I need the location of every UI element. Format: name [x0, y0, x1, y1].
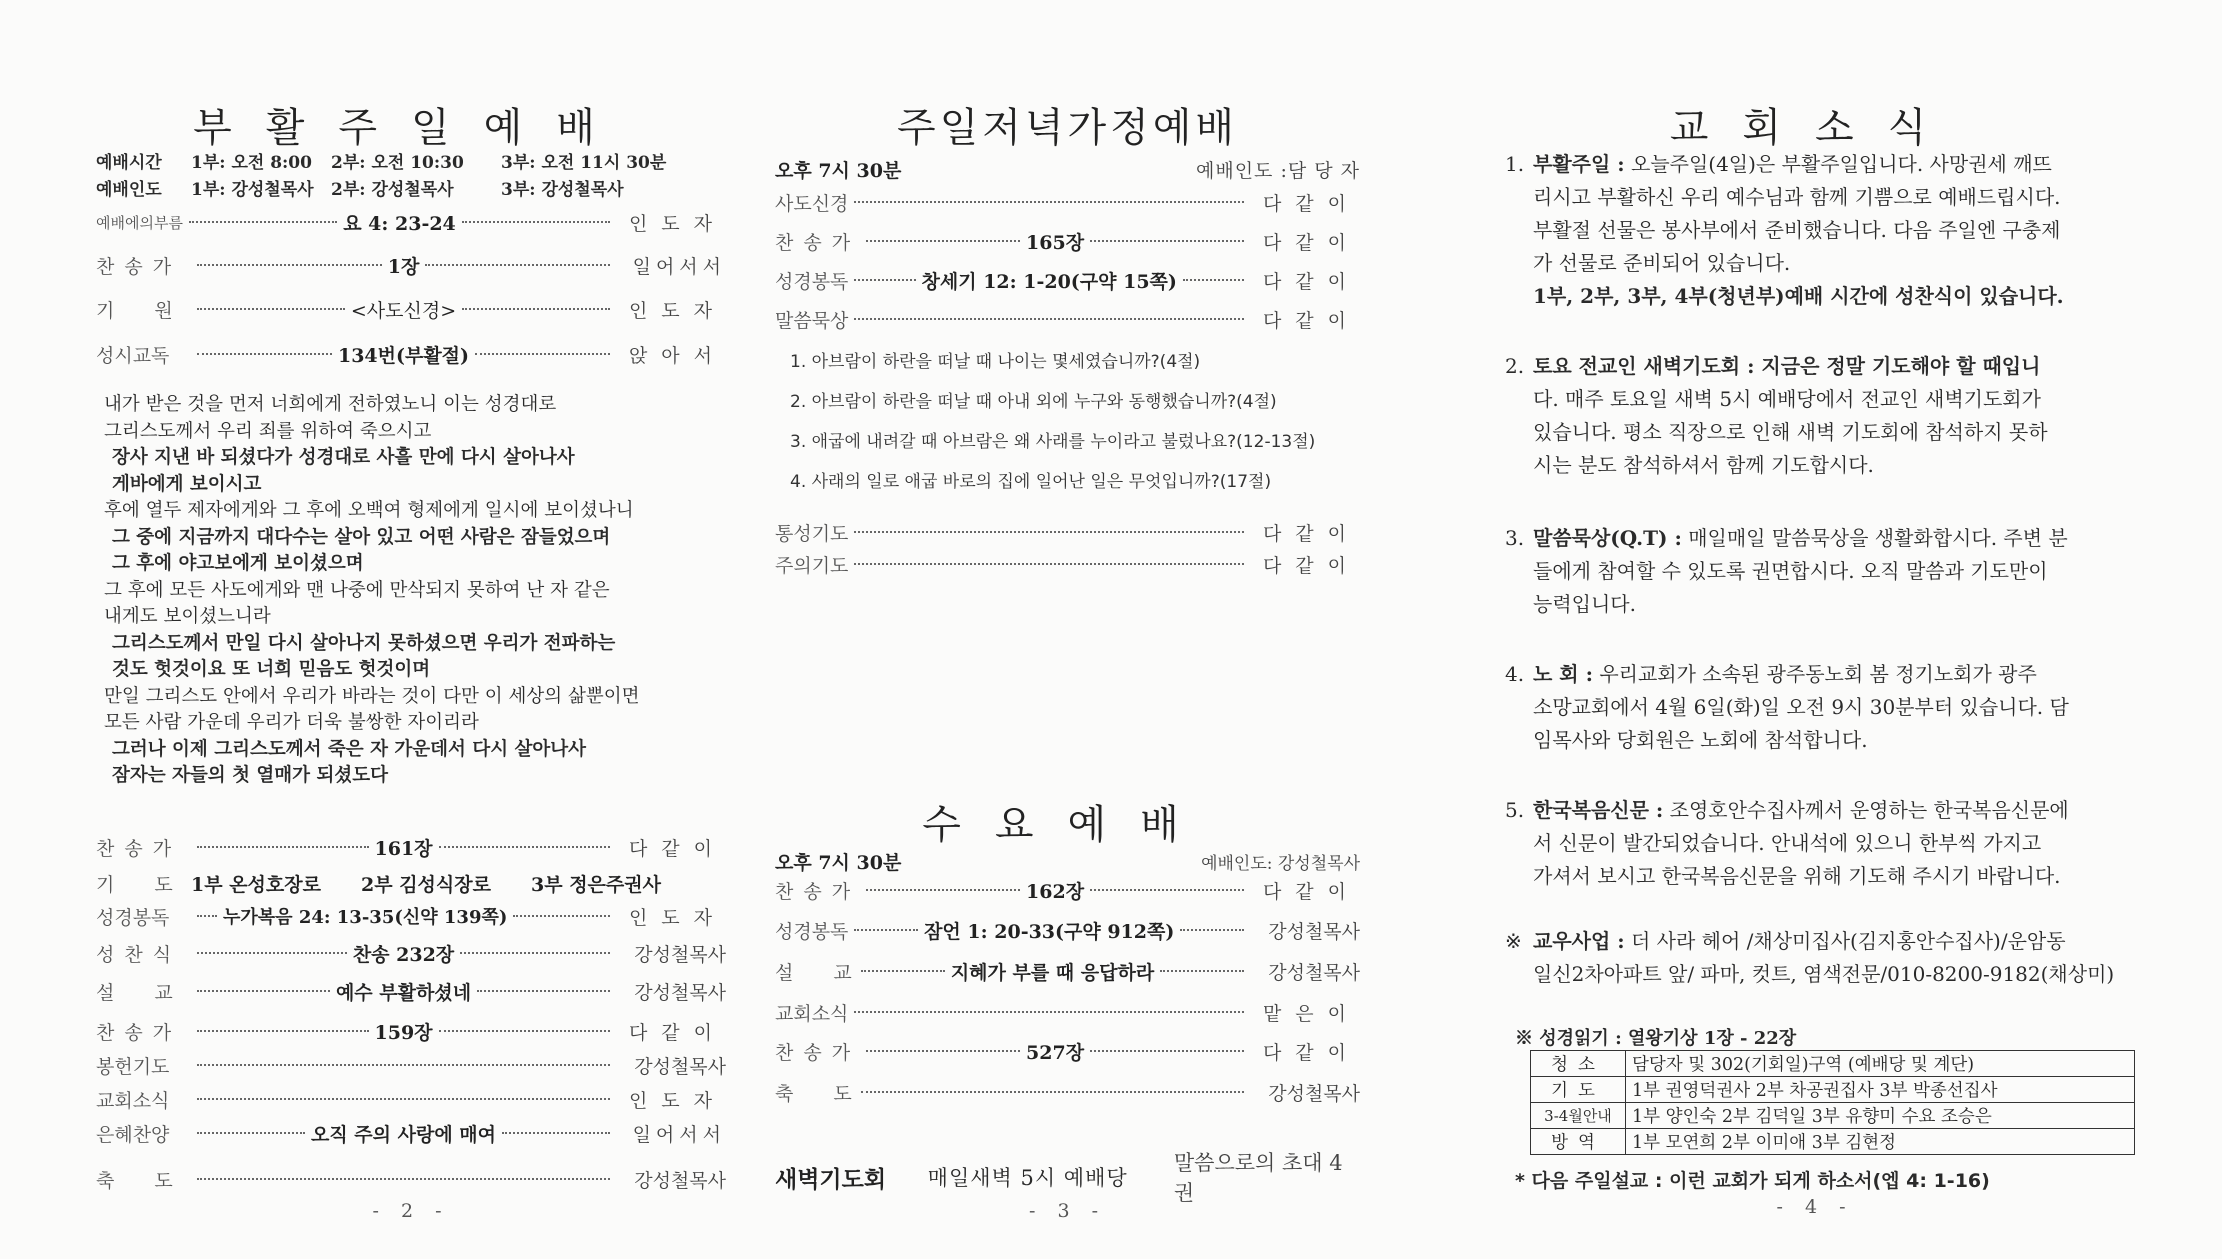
- news-item-1: 1. 부활주일 : 오늘주일(4일)은 부활주일입니다. 사망권세 깨뜨 리시고 부활하신 우리 예수님과 함께 기쁨으로 예배드립시다. 부활절 선물은 봉사부에서 준비했습니다. 다음 주일엔 구충제 가 선물로 준비되어 있습니다. 1부, 2부, 3부, 4부(청년부)예배 시간에 성찬식이 있습니다.: [1505, 152, 2064, 308]
- prayer-row: 기도 1부 온성호장로 2부 김성식장로 3부 정은주권사: [96, 873, 661, 896]
- news-item-2: 2. 토요 전교인 새벽기도회 : 지금은 정말 기도해야 할 때입니 다. 매주 토요일 새벽 5시 예배당에서 전교인 새벽기도회가 있습니다. 평소 직장으로 인해 새벽 기도회에 참석하지 못하 시는 분도 참석하셔서 함께 기도합시다.: [1505, 354, 2048, 477]
- service-times: 예배시간 1부: 오전 8:00 2부: 오전 10:30 3부: 오전 11시 30분: [96, 153, 667, 173]
- order-row: 축도 강성철목사: [96, 1169, 726, 1192]
- order-row: 축도 강성철목사: [775, 1082, 1360, 1105]
- bible-reading: ※ 성경읽기 : 열왕기상 1장 - 22장: [1515, 1028, 1797, 1049]
- news-item-3: 3. 말씀묵상(Q.T) : 매일매일 말씀묵상을 생활화합시다. 주변 분 들에게 참여할 수 있도록 권면합시다. 오직 말씀과 기도만이 능력입니다.: [1505, 526, 2068, 616]
- news-item-4: 4. 노 회 : 우리교회가 소속된 광주동노회 봄 정기노회가 광주 소망교회에서 4월 6일(화)일 오전 9시 30분부터 있습니다. 담 임목사와 당회원은 노회에 참석합니다.: [1505, 662, 2069, 752]
- order-row: 성찬식 찬송 232장 강성철목사: [96, 943, 726, 966]
- order-row: 통성기도 다같이: [775, 522, 1360, 545]
- wednesday-title: 수요예배: [922, 802, 1213, 848]
- table-row: 청소 담당자 및 302(기회일)구역 (예배당 및 계단): [1531, 1051, 2135, 1077]
- next-sermon: * 다음 주일설교 : 이런 교회가 되게 하소서(엡 4: 1-16): [1515, 1170, 1990, 1192]
- order-row: 찬송가 527장 다같이: [775, 1041, 1361, 1064]
- order-row: 은혜찬양 오직 주의 사랑에 매여 일어서서: [96, 1123, 726, 1146]
- order-row: 찬송가 165장 다같이: [775, 231, 1361, 254]
- duty-table: [1530, 1050, 2135, 1155]
- order-row: 성경봉독 창세기 12: 1-20(구약 15쪽) 다같이: [775, 270, 1360, 293]
- order-row: 설교 지혜가 부를 때 응답하라 강성철목사: [775, 961, 1361, 984]
- news-item-5: 5. 한국복음신문 : 조영호안수집사께서 운영하는 한국복음신문에 서 신문이 발간되었습니다. 안내석에 있으니 한부씩 가지고 가셔서 보시고 한국복음신문을 위해 기도해 주시기 바랍니다.: [1505, 798, 2069, 888]
- order-row: 교회소식 맡은이: [775, 1002, 1360, 1025]
- table-row: 3-4월안내 1부 양인숙 2부 김덕일 3부 유향미 수요 조승은: [1531, 1103, 2135, 1129]
- order-row: 성경봉독 잠언 1: 20-33(구약 912쪽) 강성철목사: [775, 920, 1360, 943]
- service-leaders: 예배인도 1부: 강성철목사 2부: 강성철목사 3부: 강성철목사: [96, 180, 624, 200]
- order-row: 찬송가 1장 일어서서: [96, 255, 727, 278]
- table-row: 방역 1부 모연희 2부 이미애 3부 김현정: [1531, 1129, 2135, 1155]
- order-row: 설교 예수 부활하셨네 강성철목사: [96, 981, 726, 1004]
- service-header: 오후 7시 30분 예배인도 :담 당 자: [775, 159, 1360, 182]
- page-number: - 3 -: [1028, 1200, 1106, 1222]
- page-title: 교회소식: [1669, 105, 1961, 151]
- dawn-prayer: 새벽기도회 매일새벽 5시 예배당 말씀으로의 초대 4권: [775, 1151, 1343, 1205]
- page-number: - 2 -: [372, 1200, 450, 1222]
- order-row: 말씀묵상 다같이: [775, 309, 1360, 332]
- order-row: 사도신경 다같이: [775, 192, 1360, 215]
- order-row: 교회소식 인도자: [96, 1089, 726, 1112]
- page-number: - 4 -: [1776, 1196, 1854, 1218]
- page-3: [775, 0, 1360, 1259]
- service-header: 오후 7시 30분 예배인도: 강성철목사: [775, 851, 1360, 874]
- page-title: 부활주일예배: [193, 105, 629, 151]
- order-row: 찬송가 162장 다같이: [775, 880, 1361, 903]
- responsive-reading: 내가 받은 것을 먼저 너희에게 전하였노니 이는 성경대로 그리스도께서 우리 죄를 위하여 죽으시고 장사 지낸 바 되셨다가 성경대로 사흘 만에 다시 살아나사 게바에게 보이시고 후에 열두 제자에게와 그 후에 오백여 형제에게 일시에 보이셨나니 그 중에 지금까지 대다수는 살아 있고 어떤 사람은 잠들었으며 그 후에 야고보에게 보이셨으며 그 후에 모든 사도에게와 맨 나중에 만삭되지 못하여 난 자 같은 내게도 보이셨느니라 그리스도께서 만일 다시 살아나지 못하셨으면 우리가 전파하는 것도 헛것이요 또 너희 믿음도 헛것이며 만일 그리스도 안에서 우리가 바라는 것이 다만 이 세상의 삶뿐이면 모든 사람 가운데 우리가 더욱 불쌍한 자이리라 그러나 이제 그리스도께서 죽은 자 가운데서 다시 살아나사 잠자는 자들의 첫 열매가 되셨도다: [104, 394, 640, 786]
- member-business: ※ 교우사업 : 더 사라 헤어 /채상미집사(김지홍안수집사)/운암동 일신2차아파트 앞/ 파마, 컷트, 염색전문/010-8200-9182(채상미): [1505, 929, 2115, 986]
- order-row: 예배에의부름 요 4: 23-24 인도자: [96, 212, 727, 235]
- order-row: 찬송가 159장 다같이: [96, 1021, 727, 1044]
- order-row: 찬송가 161장 다같이: [96, 837, 727, 860]
- order-row: 봉헌기도 강성철목사: [96, 1055, 726, 1078]
- order-row: 성경봉독 누가복음 24: 13-35(신약 139쪽) 인도자: [96, 906, 726, 929]
- order-row: 성시교독 134번(부활절) 앉아서: [96, 344, 726, 367]
- meditation-questions: 1. 아브람이 하란을 떠날 때 나이는 몇세였습니까?(4절) 2. 아브람이 하란을 떠날 때 아내 외에 누구와 동행했습니까?(4절) 3. 애굽에 내려갈 때 아브람은 왜 사래를 누이라고 불렀나요?(12-13절) 4. 사래의 일로 애굽 바로의 집에 일어난 일은 무엇입니까?(17절): [790, 352, 1316, 492]
- page-2: [96, 0, 726, 1259]
- order-row: 주의기도 다같이: [775, 554, 1360, 577]
- order-row: 기원 <사도신경> 인도자: [96, 299, 727, 322]
- page-title: 주일저녁가정예배: [896, 105, 1239, 151]
- page-4: [1505, 0, 2125, 1259]
- table-row: 기도 1부 권영덕권사 2부 차공권집사 3부 박종선집사: [1531, 1077, 2135, 1103]
